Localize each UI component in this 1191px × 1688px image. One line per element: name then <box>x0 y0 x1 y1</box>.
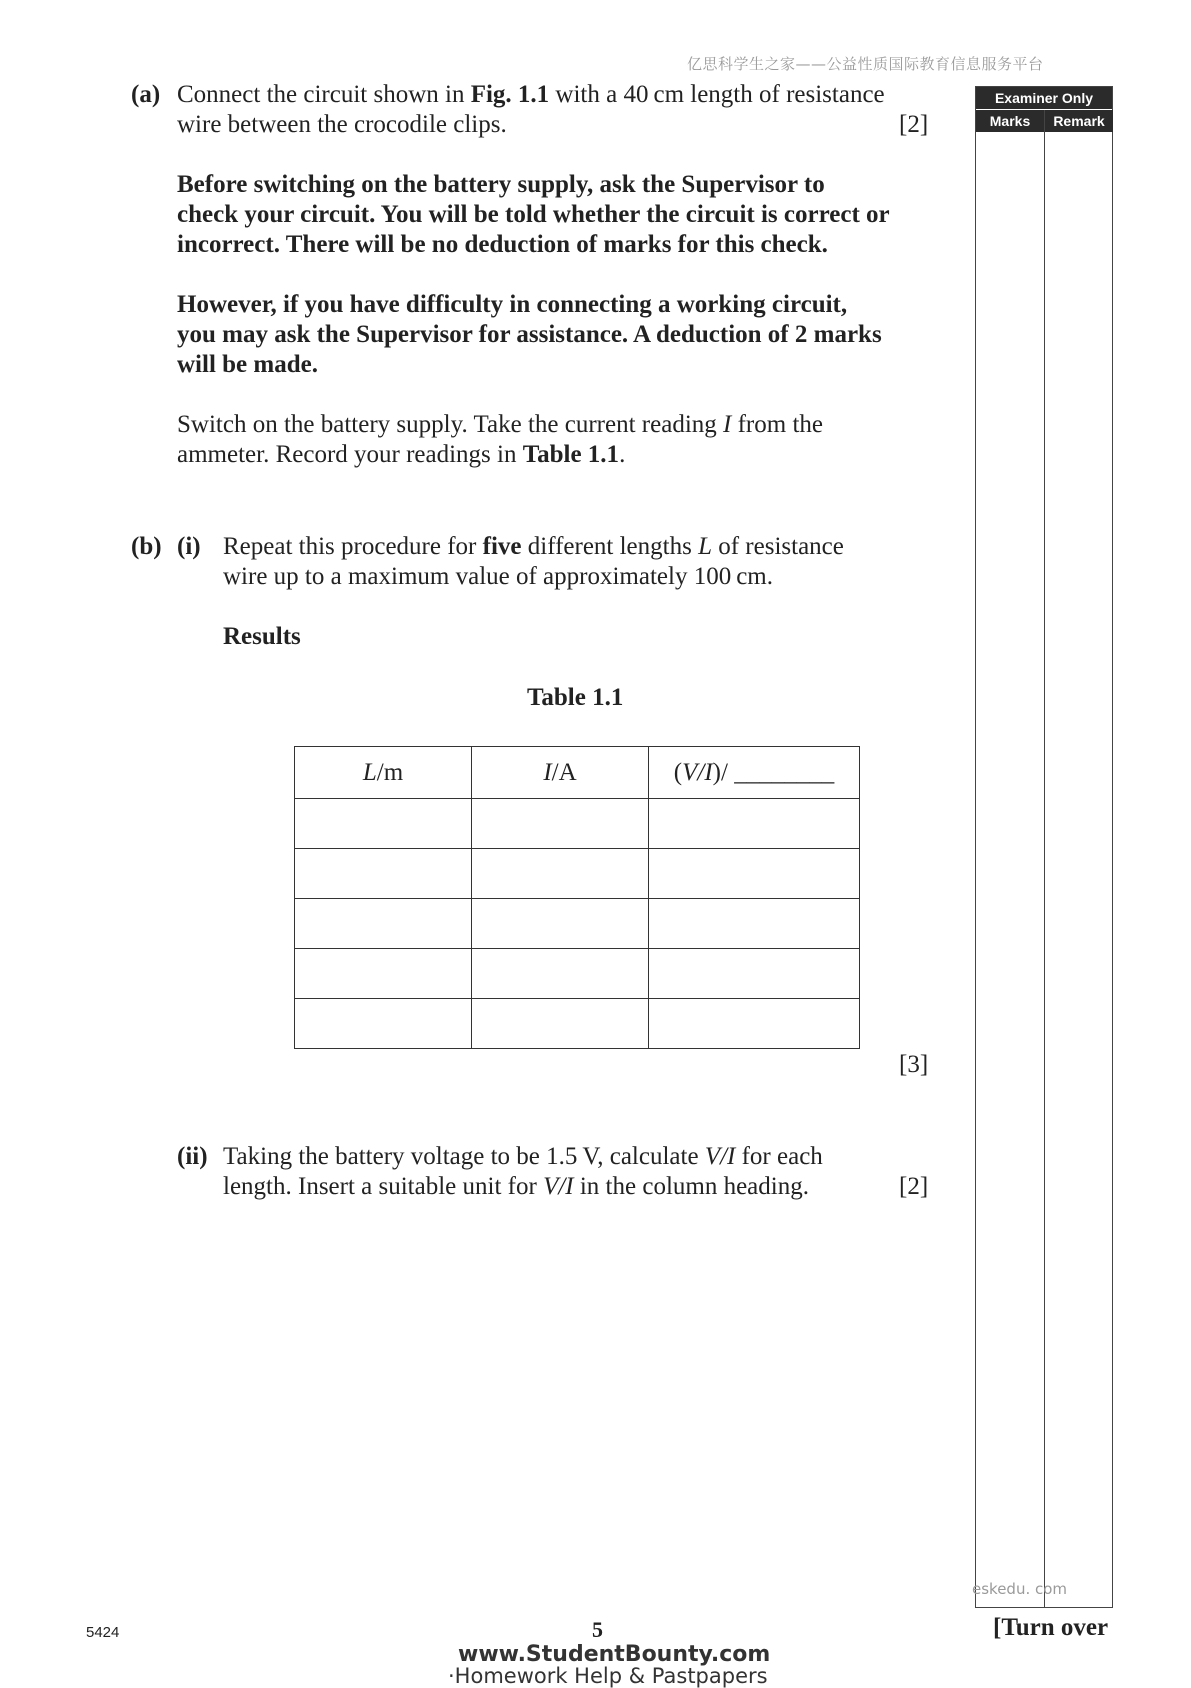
part-b-ii-label: (ii) <box>177 1143 208 1170</box>
part-a-line1-pre: Connect the circuit shown in <box>177 81 471 108</box>
table-cell[interactable] <box>472 999 649 1049</box>
table-cell[interactable] <box>295 799 472 849</box>
instruction-line1-post: from the <box>731 411 823 438</box>
vi-symbol-2: V/I <box>543 1173 574 1200</box>
part-a-label: (a) <box>131 81 161 108</box>
examiner-column-divider <box>1044 110 1045 1608</box>
table-cell[interactable] <box>472 849 649 899</box>
b-ii-line1-pre: Taking the battery voltage to be 1.5 V, calculate <box>223 1143 705 1170</box>
b-i-line1-mid: different lengths <box>521 533 699 560</box>
part-a-line1-post: with a 40 cm length of resistance <box>549 81 885 108</box>
b-i-line1-post: of resistance <box>711 533 844 560</box>
header-vi-var: V/I <box>682 758 713 786</box>
instruction-line1 <box>177 410 823 440</box>
warning2-line2: you may ask the Supervisor for assistance. A deduction of 2 marks <box>177 321 882 348</box>
part-b-ii-line1 <box>223 1142 823 1172</box>
part-b-ii-marks: [2] <box>899 1173 929 1200</box>
part-b-ii-line2 <box>223 1172 809 1202</box>
current-symbol: I <box>723 411 732 438</box>
examiner-title: Examiner Only <box>976 87 1112 109</box>
instruction-line2 <box>177 440 625 470</box>
b-ii-line1-post: for each <box>735 1143 823 1170</box>
table-cell[interactable] <box>649 949 860 999</box>
warning2-line3: will be made. <box>177 351 318 378</box>
part-a-marks: [2] <box>899 111 929 138</box>
b-i-bold-five: five <box>482 533 522 560</box>
header-current-var: I <box>543 758 552 786</box>
table-cell[interactable] <box>649 799 860 849</box>
table-cell[interactable] <box>295 849 472 899</box>
header-vi-close: )/ ________ <box>712 758 835 786</box>
table-row <box>295 949 860 999</box>
table-cell[interactable] <box>295 949 472 999</box>
header-current-unit: /A <box>551 758 577 786</box>
warning2-line1: However, if you have difficulty in connecting a working circuit, <box>177 291 848 318</box>
part-a-line1 <box>177 80 885 110</box>
eskedu-watermark: eskedu. com <box>972 1580 1068 1598</box>
fig-ref: Fig. 1.1 <box>470 81 550 108</box>
b-i-line1-pre: Repeat this procedure for <box>223 533 483 560</box>
table-row <box>295 999 860 1049</box>
header-length <box>295 747 472 799</box>
header-length-var: L <box>362 758 377 786</box>
table-cell[interactable] <box>649 999 860 1049</box>
table-title: Table 1.1 <box>527 684 624 711</box>
studentbounty-tagline: ·Homework Help & Pastpapers <box>448 1664 768 1688</box>
part-a-line2: wire between the crocodile clips. <box>177 111 507 138</box>
table-row <box>295 799 860 849</box>
part-b-i-label: (i) <box>177 533 201 560</box>
turn-over: [Turn over <box>993 1614 1109 1641</box>
watermark-header: 亿思科学生之家——公益性质国际教育信息服务平台 <box>687 55 1044 73</box>
table-row <box>295 849 860 899</box>
table-row <box>295 899 860 949</box>
table-cell[interactable] <box>649 849 860 899</box>
table-cell[interactable] <box>472 799 649 849</box>
header-length-unit: /m <box>376 758 404 786</box>
vi-symbol: V/I <box>704 1143 736 1170</box>
warning1-line3: incorrect. There will be no deduction of marks for this check. <box>177 231 828 258</box>
b-ii-line2-post: in the column heading. <box>573 1173 809 1200</box>
table-ref: Table 1.1 <box>522 441 620 468</box>
part-b-i-line1 <box>223 532 844 562</box>
table-header-row <box>295 747 860 799</box>
warning1-line2: check your circuit. You will be told whether the circuit is correct or <box>177 201 890 228</box>
table-cell[interactable] <box>472 949 649 999</box>
page-number: 5 <box>592 1617 603 1642</box>
instruction-line2-post: . <box>619 441 626 468</box>
remark-header: Remark <box>1045 110 1113 132</box>
table-marks: [3] <box>899 1051 929 1078</box>
header-current <box>472 747 649 799</box>
table-cell[interactable] <box>295 999 472 1049</box>
table-cell[interactable] <box>649 899 860 949</box>
warning1-line1: Before switching on the battery supply, ask the Supervisor to <box>177 171 825 198</box>
part-b-label: (b) <box>131 533 162 560</box>
instruction-line1-pre: Switch on the battery supply. Take the current reading <box>177 411 724 438</box>
part-b-i-line2: wire up to a maximum value of approximately 100 cm. <box>223 563 773 590</box>
b-ii-line2-pre: length. Insert a suitable unit for <box>223 1173 544 1200</box>
header-vi-open: ( <box>673 758 683 786</box>
paper-code: 5424 <box>86 1624 120 1641</box>
studentbounty-url[interactable]: www.StudentBounty.com <box>458 1642 771 1667</box>
length-symbol: L <box>698 533 712 560</box>
results-heading: Results <box>223 623 301 650</box>
results-table <box>294 746 860 1049</box>
instruction-line2-pre: ammeter. Record your readings in <box>177 441 523 468</box>
header-vi <box>649 747 860 799</box>
table-cell[interactable] <box>295 899 472 949</box>
table-cell[interactable] <box>472 899 649 949</box>
examiner-box <box>975 86 1113 1608</box>
marks-header: Marks <box>976 110 1044 132</box>
